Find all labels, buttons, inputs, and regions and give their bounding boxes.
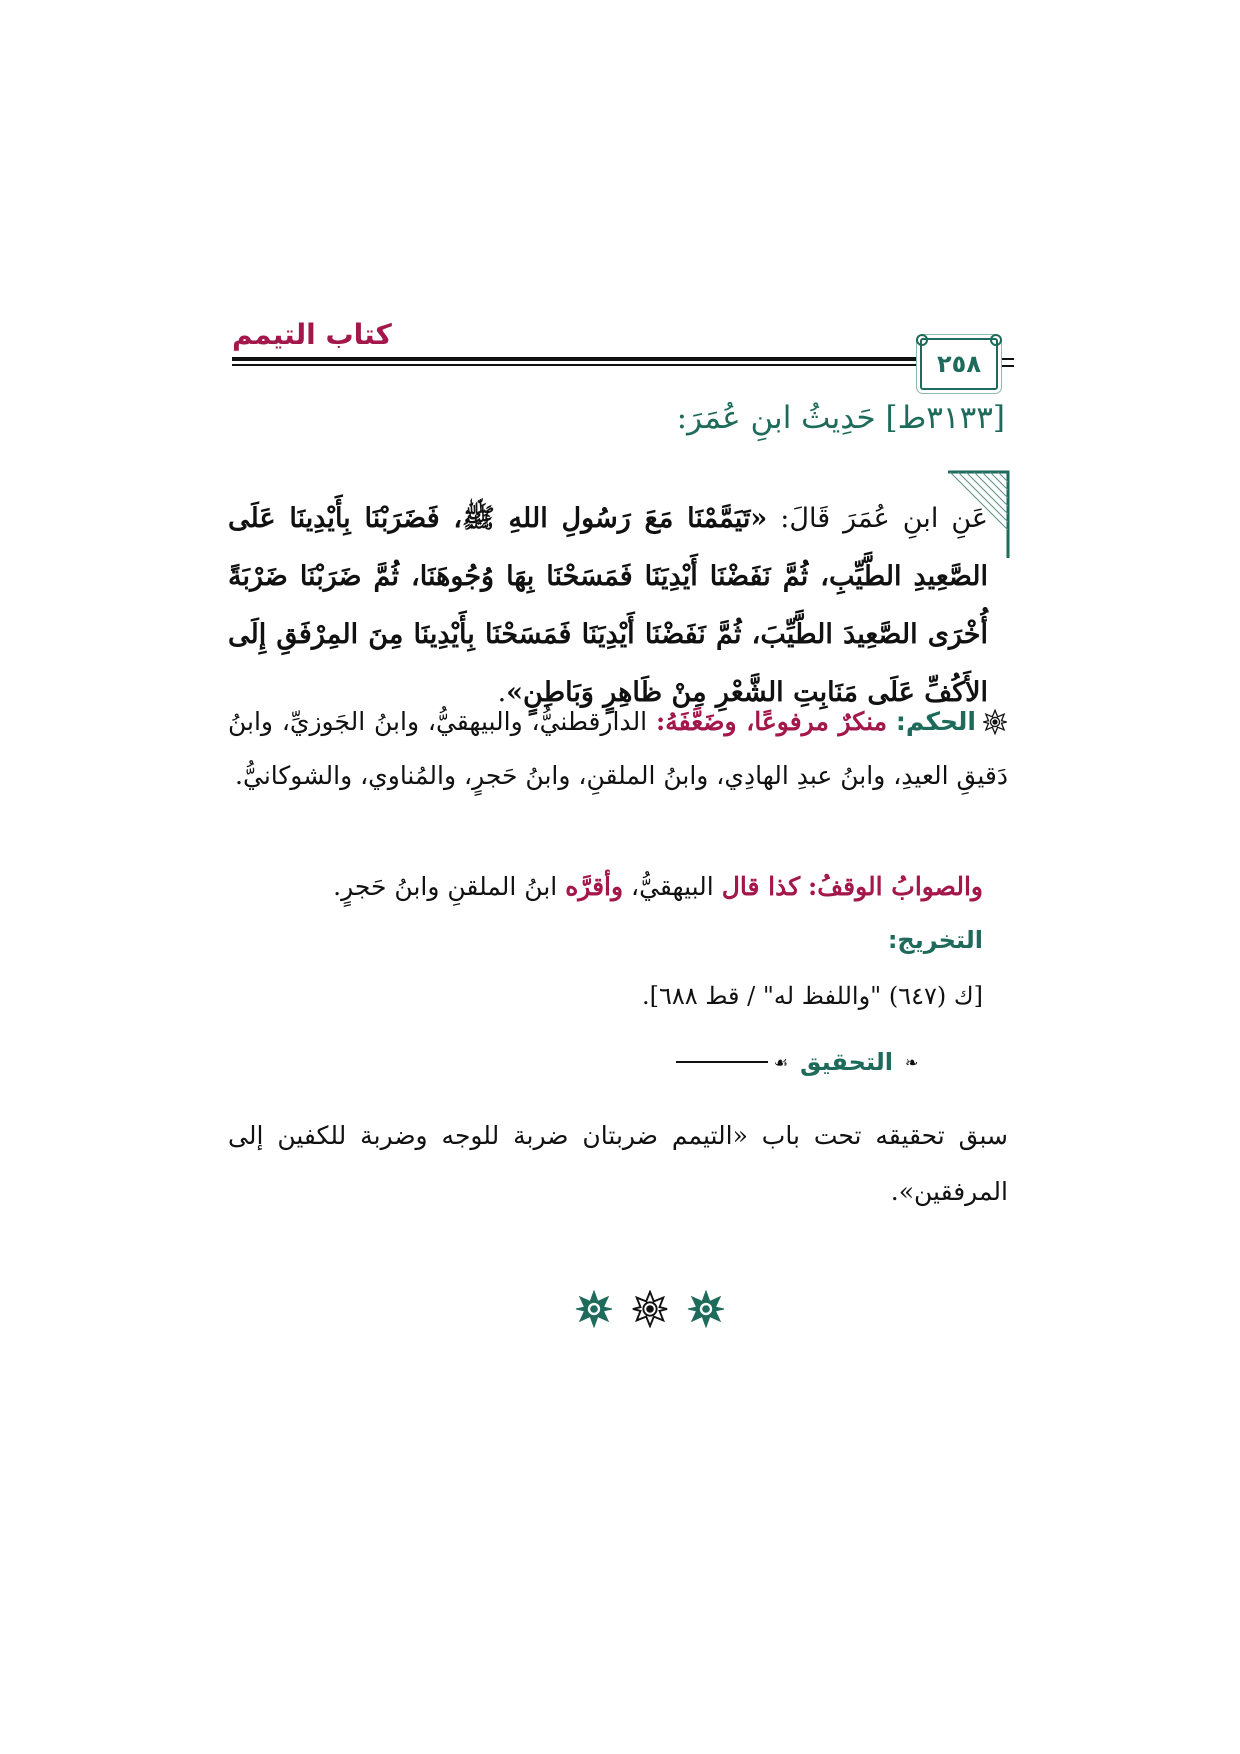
section-divider <box>600 1042 1000 1082</box>
hadith-matn: «تَيَمَّمْنَا مَعَ رَسُولِ اللهِ ﷺ، فَضَرَبْنَا بِأَيْدِينَا عَلَى الصَّعِيدِ الطَّيِّبِ، ثُمَّ نَفَضْنَا أَيْدِيَنَا فَمَسَحْنَا بِهَا وُجُوهَنَا، ثُمَّ ضَرَبْنَا ضَرْبَةً أُخْرَى الصَّعِيدَ الطَّيِّبَ، ثُمَّ نَفَضْنَا أَيْدِيَنَا فَمَسَحْنَا بِأَيْدِينَا مِنَ المِرْفَقِ إِلَى الأَكُفِّ عَلَى مَنَابِتِ الشَّعْرِ مِنْ ظَاهِرٍ وَبَاطِنٍ» <box>228 503 988 708</box>
page-number-frame <box>920 338 998 390</box>
hadith-text <box>228 490 988 722</box>
hadith-narrator: عَنِ ابنِ عُمَرَ قَالَ: <box>767 503 988 534</box>
ruling-paragraph <box>228 695 1008 803</box>
flower-green-icon <box>575 1290 613 1328</box>
hadith-end: . <box>497 677 507 708</box>
divider-ornament-icon: ❧ <box>905 1052 919 1072</box>
header-rule-bottom <box>232 364 1002 366</box>
sawab-kadha: كذا قال <box>721 872 801 901</box>
divider-ornament-icon: ☙ <box>773 1052 788 1072</box>
flower-green-icon <box>687 1290 725 1328</box>
page-number: ٢٥٨ <box>937 350 981 378</box>
header-rule-top <box>232 357 1002 361</box>
takhrij-text: [ك (٦٤٧) "واللفظ له" / قط ٦٨٨]. <box>641 982 983 1010</box>
book-title: كتاب التيمم <box>232 318 392 351</box>
ruling-authorities: الدارقطنيُّ، والبيهقيُّ، وابنُ الجَوزيِّ، وابنُ دَقيقِ العيدِ، وابنُ عبدِ الهادِي، وابنُ الملقنِ، وابنُ حَجرٍ، والمُناوي، والشوكانيُّ. <box>228 707 1008 790</box>
flower-outline-icon <box>631 1290 669 1328</box>
sawab-aqarrahu: وأقرَّه <box>565 872 624 901</box>
tahqiq-text: سبق تحقيقه تحت باب «التيمم ضربتان ضربة للوجه وضربة للكفين إلى المرفقين». <box>228 1121 1008 1206</box>
divider-line <box>676 1061 768 1063</box>
ruling-verdict: منكرٌ مرفوعًا، وضَعَّفَهُ: <box>655 707 887 736</box>
sawab-bayhaqi: البيهقيُّ، <box>623 872 722 901</box>
takhrij-label: التخريج: <box>887 926 983 954</box>
sawab-rest: ابنُ الملقنِ وابنُ حَجرٍ. <box>333 872 566 901</box>
header-rule-tail-bottom <box>1000 365 1014 367</box>
hadith-heading: [٣١٣٣ط] حَدِيثُ ابنِ عُمَرَ: <box>676 400 1005 436</box>
flower-bullet-icon <box>982 709 1008 735</box>
tahqiq-title: التحقيق <box>799 1048 893 1076</box>
closing-ornaments <box>560 1290 740 1330</box>
sawab-line <box>228 860 983 914</box>
ruling-label: الحكم: <box>895 707 976 736</box>
sawab-label: والصوابُ الوقفُ: <box>808 872 983 901</box>
header-rule-tail-top <box>1000 358 1014 360</box>
